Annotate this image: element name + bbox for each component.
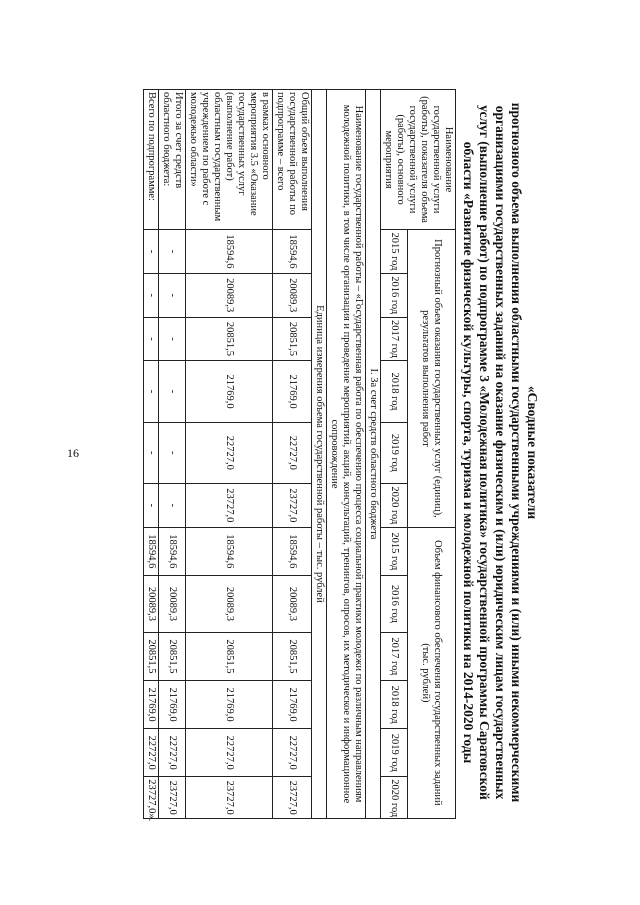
finance-cell: 23727,0». bbox=[144, 777, 159, 819]
finance-cell: 20089,3 bbox=[144, 575, 159, 632]
fin-year: 2020 год bbox=[381, 777, 408, 819]
title-line-2: прогнозного объема выполнения областными государственными учреждениями и (или) иными некоммерческими bbox=[509, 102, 524, 803]
row-label: Итого за счет средств областного бюджета: bbox=[159, 90, 186, 230]
volume-cell: 22727,0 bbox=[186, 422, 273, 483]
header-row-1 bbox=[407, 90, 455, 819]
finance-cell: 23727,0 bbox=[159, 777, 186, 819]
vol-year: 2019 год bbox=[381, 422, 408, 483]
finance-cell: 20851,5 bbox=[144, 632, 159, 680]
table-row bbox=[186, 90, 273, 819]
work-name-row bbox=[327, 90, 366, 819]
finance-cell: 23727,0 bbox=[186, 777, 273, 819]
volume-cell: - bbox=[144, 230, 159, 274]
finance-cell: 21769,0 bbox=[273, 680, 312, 728]
work-name: Наименование государственной работы – «Государственная работа по обеспечению процесса социальной практики молодежи по различным направлениям молодежной политики, в том числе организация и проведение мероприятий, акций, консультаций, тренингов, опросов, их методическое и информационное сопровождение bbox=[327, 90, 366, 819]
volume-cell: 22727,0 bbox=[273, 422, 312, 483]
fin-year: 2019 год bbox=[381, 729, 408, 777]
finance-cell: 21769,0 bbox=[186, 680, 273, 728]
section-row bbox=[366, 90, 381, 819]
volume-cell: - bbox=[159, 273, 186, 317]
fin-year: 2015 год bbox=[381, 527, 408, 575]
header-name: Наименование государственной услуги (работы), показателя объема государственной услуги (работы), основного мероприятия bbox=[381, 90, 456, 230]
header-finance: Объем финансового обеспечения государственных заданий (тыс. рублей) bbox=[407, 527, 455, 818]
vol-year: 2018 год bbox=[381, 361, 408, 422]
table-row bbox=[144, 90, 159, 819]
row-label: в рамках основного мероприятия 3.5 «Оказание государственных услуг (выполнение работ) областным государственным учреждением по работе с молодежью области» bbox=[186, 90, 273, 230]
finance-cell: 18594,6 bbox=[186, 527, 273, 575]
finance-cell: 20851,5 bbox=[273, 632, 312, 680]
row-label: Всего по подпрограмме: bbox=[144, 90, 159, 230]
title-line-3: организациями государственных заданий на оказание физическим и (или) юридическим лицам государственных bbox=[493, 105, 508, 800]
volume-cell: 20851,5 bbox=[273, 317, 312, 361]
volume-cell: - bbox=[144, 317, 159, 361]
finance-cell: 22727,0 bbox=[186, 729, 273, 777]
fin-year: 2016 год bbox=[381, 575, 408, 632]
volume-cell: - bbox=[159, 361, 186, 422]
finance-cell: 20851,5 bbox=[186, 632, 273, 680]
summary-table bbox=[143, 89, 456, 822]
data-rows bbox=[144, 90, 312, 822]
vol-year: 2015 год bbox=[381, 230, 408, 274]
volume-cell: 18594,6 bbox=[273, 230, 312, 274]
fin-year: 2018 год bbox=[381, 680, 408, 728]
page-number: 16 bbox=[67, 446, 79, 460]
finance-cell: 22727,0 bbox=[273, 729, 312, 777]
volume-cell: - bbox=[159, 422, 186, 483]
title-line-5: области «Развитие физической культуры, спорта, туризма и молодежной политики на 2014-2020 годы bbox=[461, 141, 476, 764]
table-row bbox=[159, 90, 186, 819]
finance-cell: 20851,5 bbox=[159, 632, 186, 680]
volume-cell: - bbox=[144, 361, 159, 422]
volume-cell: 21769,0 bbox=[186, 361, 273, 422]
volume-cell: 21769,0 bbox=[273, 361, 312, 422]
finance-cell: 21769,0 bbox=[144, 680, 159, 728]
volume-cell: - bbox=[159, 317, 186, 361]
finance-cell: 20089,3 bbox=[273, 575, 312, 632]
volume-cell: - bbox=[159, 483, 186, 527]
volume-cell: - bbox=[144, 422, 159, 483]
volume-cell: 20089,3 bbox=[186, 273, 273, 317]
finance-cell: 18594,6 bbox=[144, 527, 159, 575]
vol-year: 2020 год bbox=[381, 483, 408, 527]
volume-cell: 18594,6 bbox=[186, 230, 273, 274]
volume-cell: 23727,0 bbox=[186, 483, 273, 527]
header-volume: Прогнозный объем оказания государственных услуг (единиц), результатов выполнения работ bbox=[407, 230, 455, 528]
volume-cell: 20851,5 bbox=[186, 317, 273, 361]
row-label: Общий объем выполнения государственной работы по подпрограмме – всего bbox=[273, 90, 312, 230]
finance-cell: 20089,3 bbox=[186, 575, 273, 632]
finance-cell: 18594,6 bbox=[159, 527, 186, 575]
finance-cell: 22727,0 bbox=[159, 729, 186, 777]
volume-cell: 20089,3 bbox=[273, 273, 312, 317]
table-row bbox=[273, 90, 312, 819]
vol-year: 2016 год bbox=[381, 273, 408, 317]
title-line-4: услуг (выполнение работ) по подпрограмме 3 «Молодежная политика» государственной программы Саратовской bbox=[477, 105, 492, 800]
unit-row bbox=[312, 90, 327, 819]
volume-cell: - bbox=[144, 273, 159, 317]
finance-cell: 22727,0 bbox=[144, 729, 159, 777]
title-line-1: «Сводные показатели bbox=[525, 385, 540, 520]
finance-cell: 23727,0 bbox=[273, 777, 312, 819]
finance-cell: 18594,6 bbox=[273, 527, 312, 575]
volume-cell: - bbox=[159, 230, 186, 274]
section-title: I. За счет средств областного бюджета bbox=[366, 90, 381, 819]
finance-cell: 21769,0 bbox=[159, 680, 186, 728]
fin-year: 2017 год bbox=[381, 632, 408, 680]
vol-year: 2017 год bbox=[381, 317, 408, 361]
unit-line: Единица измерения объема государственной работы – тыс. рублей bbox=[312, 90, 327, 819]
volume-cell: - bbox=[144, 483, 159, 527]
volume-cell: 23727,0 bbox=[273, 483, 312, 527]
finance-cell: 20089,3 bbox=[159, 575, 186, 632]
